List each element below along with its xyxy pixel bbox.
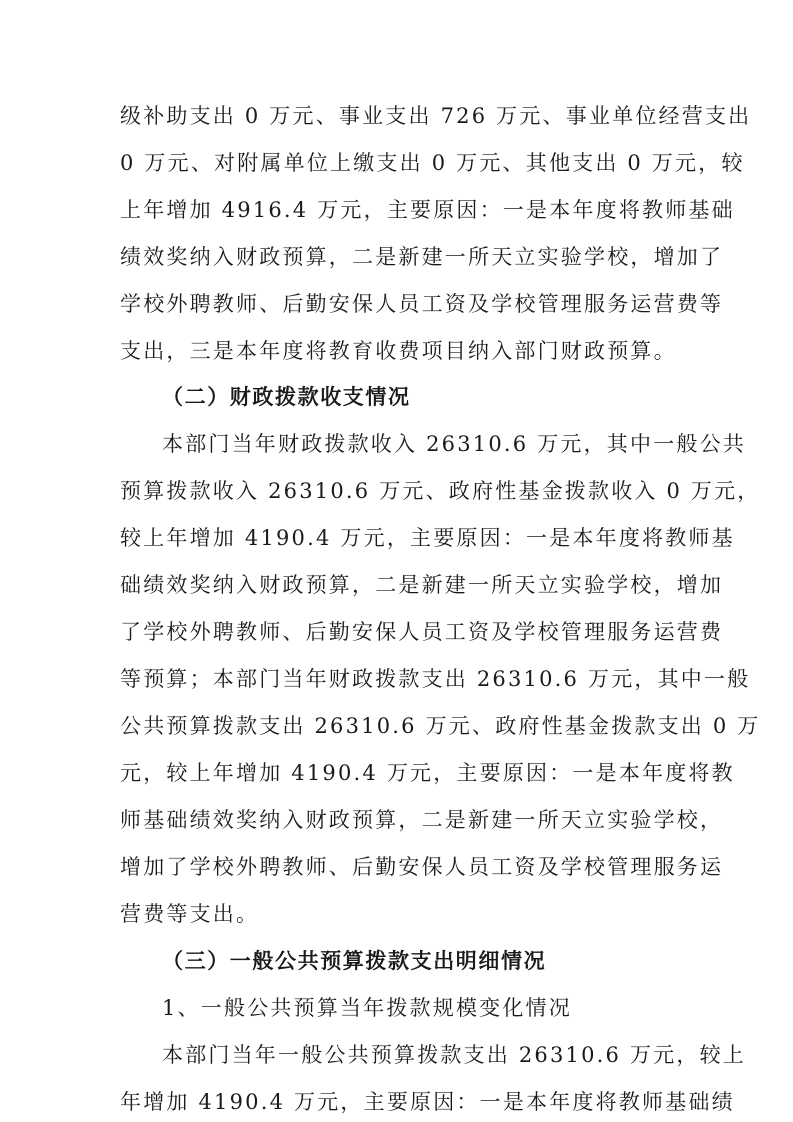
paragraph-line: 本部门当年财政拨款收入 26310.6 万元，其中一般公共 (162, 432, 746, 456)
paragraph-line: 础绩效奖纳入财政预算，二是新建一所天立实验学校，增加 (120, 573, 724, 597)
paragraph-line: 等预算；本部门当年财政拨款支出 26310.6 万元，其中一般 (120, 667, 751, 691)
paragraph-line: 上年增加 4916.4 万元，主要原因：一是本年度将教师基础 (120, 198, 735, 222)
paragraph-line: 年增加 4190.4 万元，主要原因：一是本年度将教师基础绩 (120, 1090, 735, 1114)
paragraph-line: 增加了学校外聘教师、后勤安保人员工资及学校管理服务运 (120, 855, 724, 879)
paragraph-line: 营费等支出。 (120, 902, 260, 926)
paragraph-line: 元，较上年增加 4190.4 万元，主要原因：一是本年度将教 (120, 761, 735, 785)
paragraph-line: 学校外聘教师、后勤安保人员工资及学校管理服务运营费等 (120, 292, 724, 316)
paragraph-line: 级补助支出 0 万元、事业支出 726 万元、事业单位经营支出 (120, 104, 752, 128)
paragraph-line: 公共预算拨款支出 26310.6 万元、政府性基金拨款支出 0 万 (120, 714, 761, 738)
paragraph-line: 师基础绩效奖纳入财政预算，二是新建一所天立实验学校， (120, 808, 724, 832)
section-heading: （二）财政拨款收支情况 (162, 384, 411, 409)
paragraph-line: 较上年增加 4190.4 万元，主要原因：一是本年度将教师基 (120, 526, 735, 550)
paragraph-line: 绩效奖纳入财政预算，二是新建一所天立实验学校，增加了 (120, 245, 724, 269)
paragraph-line: 0 万元、对附属单位上缴支出 0 万元、其他支出 0 万元，较 (120, 151, 745, 175)
paragraph-line: 本部门当年一般公共预算拨款支出 26310.6 万元，较上 (162, 1043, 746, 1067)
paragraph-line: 预算拨款收入 26310.6 万元、政府性基金拨款收入 0 万元， (120, 479, 761, 503)
subsection-heading: 1、一般公共预算当年拨款规模变化情况 (162, 996, 572, 1020)
paragraph-line: 了学校外聘教师、后勤安保人员工资及学校管理服务运营费 (120, 620, 724, 644)
paragraph-line: 支出，三是本年度将教育收费项目纳入部门财政预算。 (120, 339, 677, 363)
section-heading: （三）一般公共预算拨款支出明细情况 (162, 948, 547, 973)
